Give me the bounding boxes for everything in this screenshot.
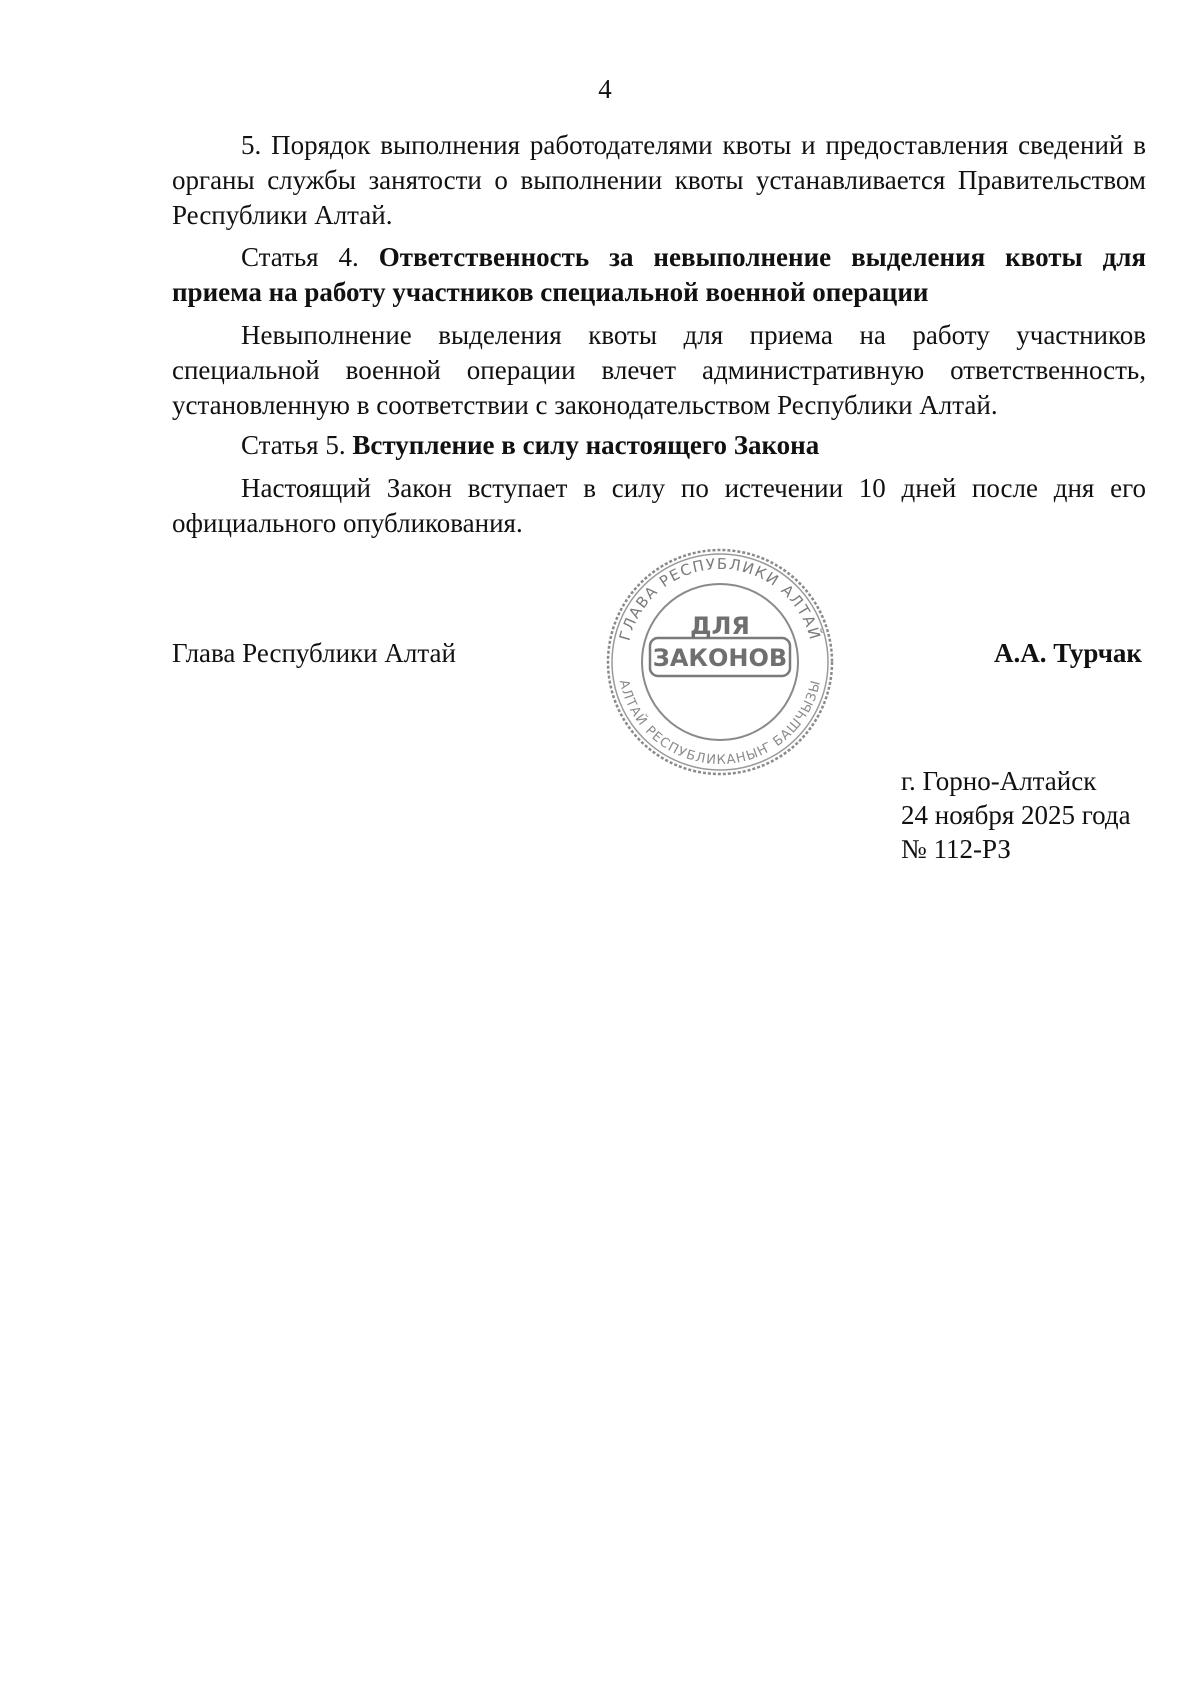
page-number: 4 [598,74,612,104]
article-4-body [172,318,1146,423]
article-5-text: Настоящий Закон вступает в силу по истечении 10 дней после дня его официального опубликования. [172,473,1146,538]
article-4-title: Ответственность за невыполнение выделения квоты для приема на работу участников специальной военной операции [172,242,1146,307]
law-number: № 112-РЗ [901,834,1011,864]
article-4-text: Невыполнение выделения квоты для приема на работу участников специальной военной операции влечет административную ответственность, установленную в соответствии с законодательством Республики Алтай. [172,320,1146,420]
place-date-block [901,764,1131,866]
law-date: 24 ноября 2025 года [901,800,1131,830]
article-5-number: Статья 5. [241,430,346,460]
signatory-name: А.А. Турчак [993,638,1142,668]
seal-outer-top-text: ГЛАВА РЕСПУБЛИКИ АЛТАЙ [615,554,825,643]
place-city: г. Горно-Алтайск [901,766,1097,796]
article-4-number: Статья 4. [241,242,359,272]
seal-center-line-2: ЗАКОНОВ [652,644,788,672]
seal-outer-bottom-text: АЛТАЙ РЕСПУБЛИКАНЫҤ БАШЧЫЗЫ [615,678,825,769]
seal-center-line-1: ДЛЯ [690,612,750,640]
paragraph-5-text: 5. Порядок выполнения работодателями квоты и предоставления сведений в органы службы занятости о выполнении квоты устанавливается Правительством Республики Алтай. [172,130,1146,230]
article-5-body [172,471,1146,541]
article-5-title: Вступление в силу настоящего Закона [352,430,820,460]
article-4-heading [172,240,1146,310]
official-seal [604,546,836,778]
article-5-heading [172,428,1146,463]
paragraph-5 [172,128,1146,233]
signatory-position: Глава Республики Алтай [172,638,456,668]
